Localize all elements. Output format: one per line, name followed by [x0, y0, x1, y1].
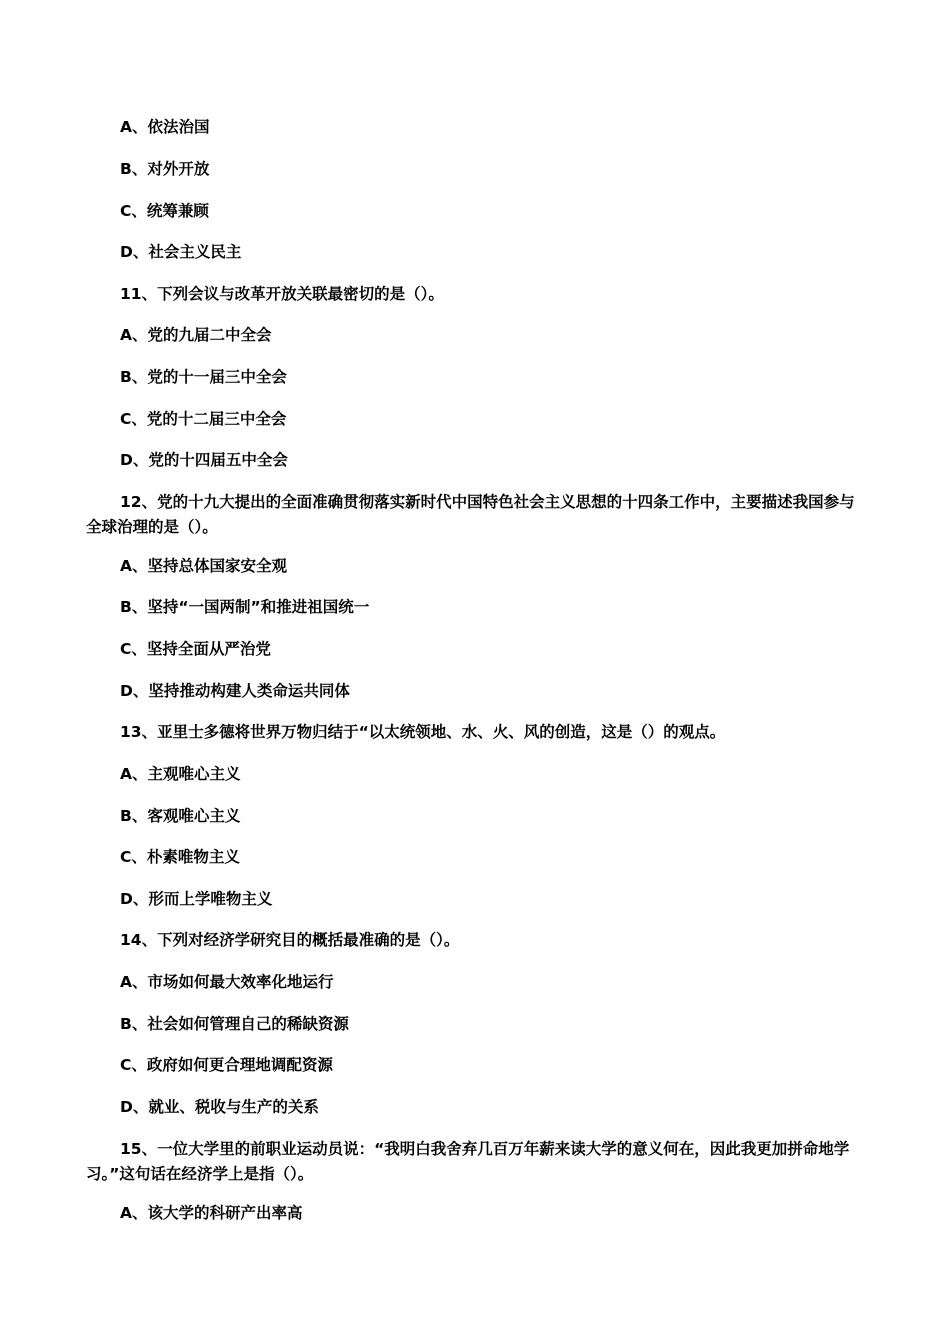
- question-13: 13、亚里士多德将世界万物归结于“以太统领地、水、火、风的创造，这是（）的观点。: [120, 723, 726, 741]
- option-d-q13: D、形而上学唯物主义: [120, 890, 273, 908]
- option-b-q11: B、党的十一届三中全会: [120, 368, 287, 386]
- option-a-q13: A、主观唯心主义: [120, 765, 241, 783]
- option-c-q14: C、政府如何更合理地调配资源: [120, 1056, 333, 1074]
- option-a-q10: A、依法治国: [120, 118, 210, 136]
- option-d-q10: D、社会主义民主: [120, 243, 242, 261]
- question-15: 15、一位大学里的前职业运动员说：“我明白我舍弃几百万年薪来读大学的意义何在，因此我更加拼命地学习。”这句话在经济学上是指（）。: [86, 1140, 850, 1183]
- option-a-q12: A、坚持总体国家安全观: [120, 557, 287, 575]
- option-c-q13: C、朴素唯物主义: [120, 848, 240, 866]
- option-b-q13: B、客观唯心主义: [120, 807, 241, 825]
- option-a-q11: A、党的九届二中全会: [120, 326, 272, 344]
- option-b-q10: B、对外开放: [120, 160, 210, 178]
- option-c-q10: C、统筹兼顾: [120, 202, 209, 220]
- option-b-q12: B、坚持“一国两制”和推进祖国统一: [120, 598, 370, 616]
- question-11: 11、下列会议与改革开放关联最密切的是（）。: [120, 285, 444, 303]
- option-b-q14: B、社会如何管理自己的稀缺资源: [120, 1015, 349, 1033]
- option-d-q11: D、党的十四届五中全会: [120, 451, 288, 469]
- option-a-q14: A、市场如何最大效率化地运行: [120, 973, 334, 991]
- option-d-q12: D、坚持推动构建人类命运共同体: [120, 682, 350, 700]
- option-c-q11: C、党的十二届三中全会: [120, 410, 287, 428]
- question-12: 12、党的十九大提出的全面准确贯彻落实新时代中国特色社会主义思想的十四条工作中，主要描述我国参与全球治理的是（）。: [86, 493, 855, 536]
- option-c-q12: C、坚持全面从严治党: [120, 640, 271, 658]
- option-a-q15: A、该大学的科研产出率高: [120, 1204, 303, 1222]
- option-d-q14: D、就业、税收与生产的关系: [120, 1098, 319, 1116]
- question-14: 14、下列对经济学研究目的概括最准确的是（）。: [120, 931, 460, 949]
